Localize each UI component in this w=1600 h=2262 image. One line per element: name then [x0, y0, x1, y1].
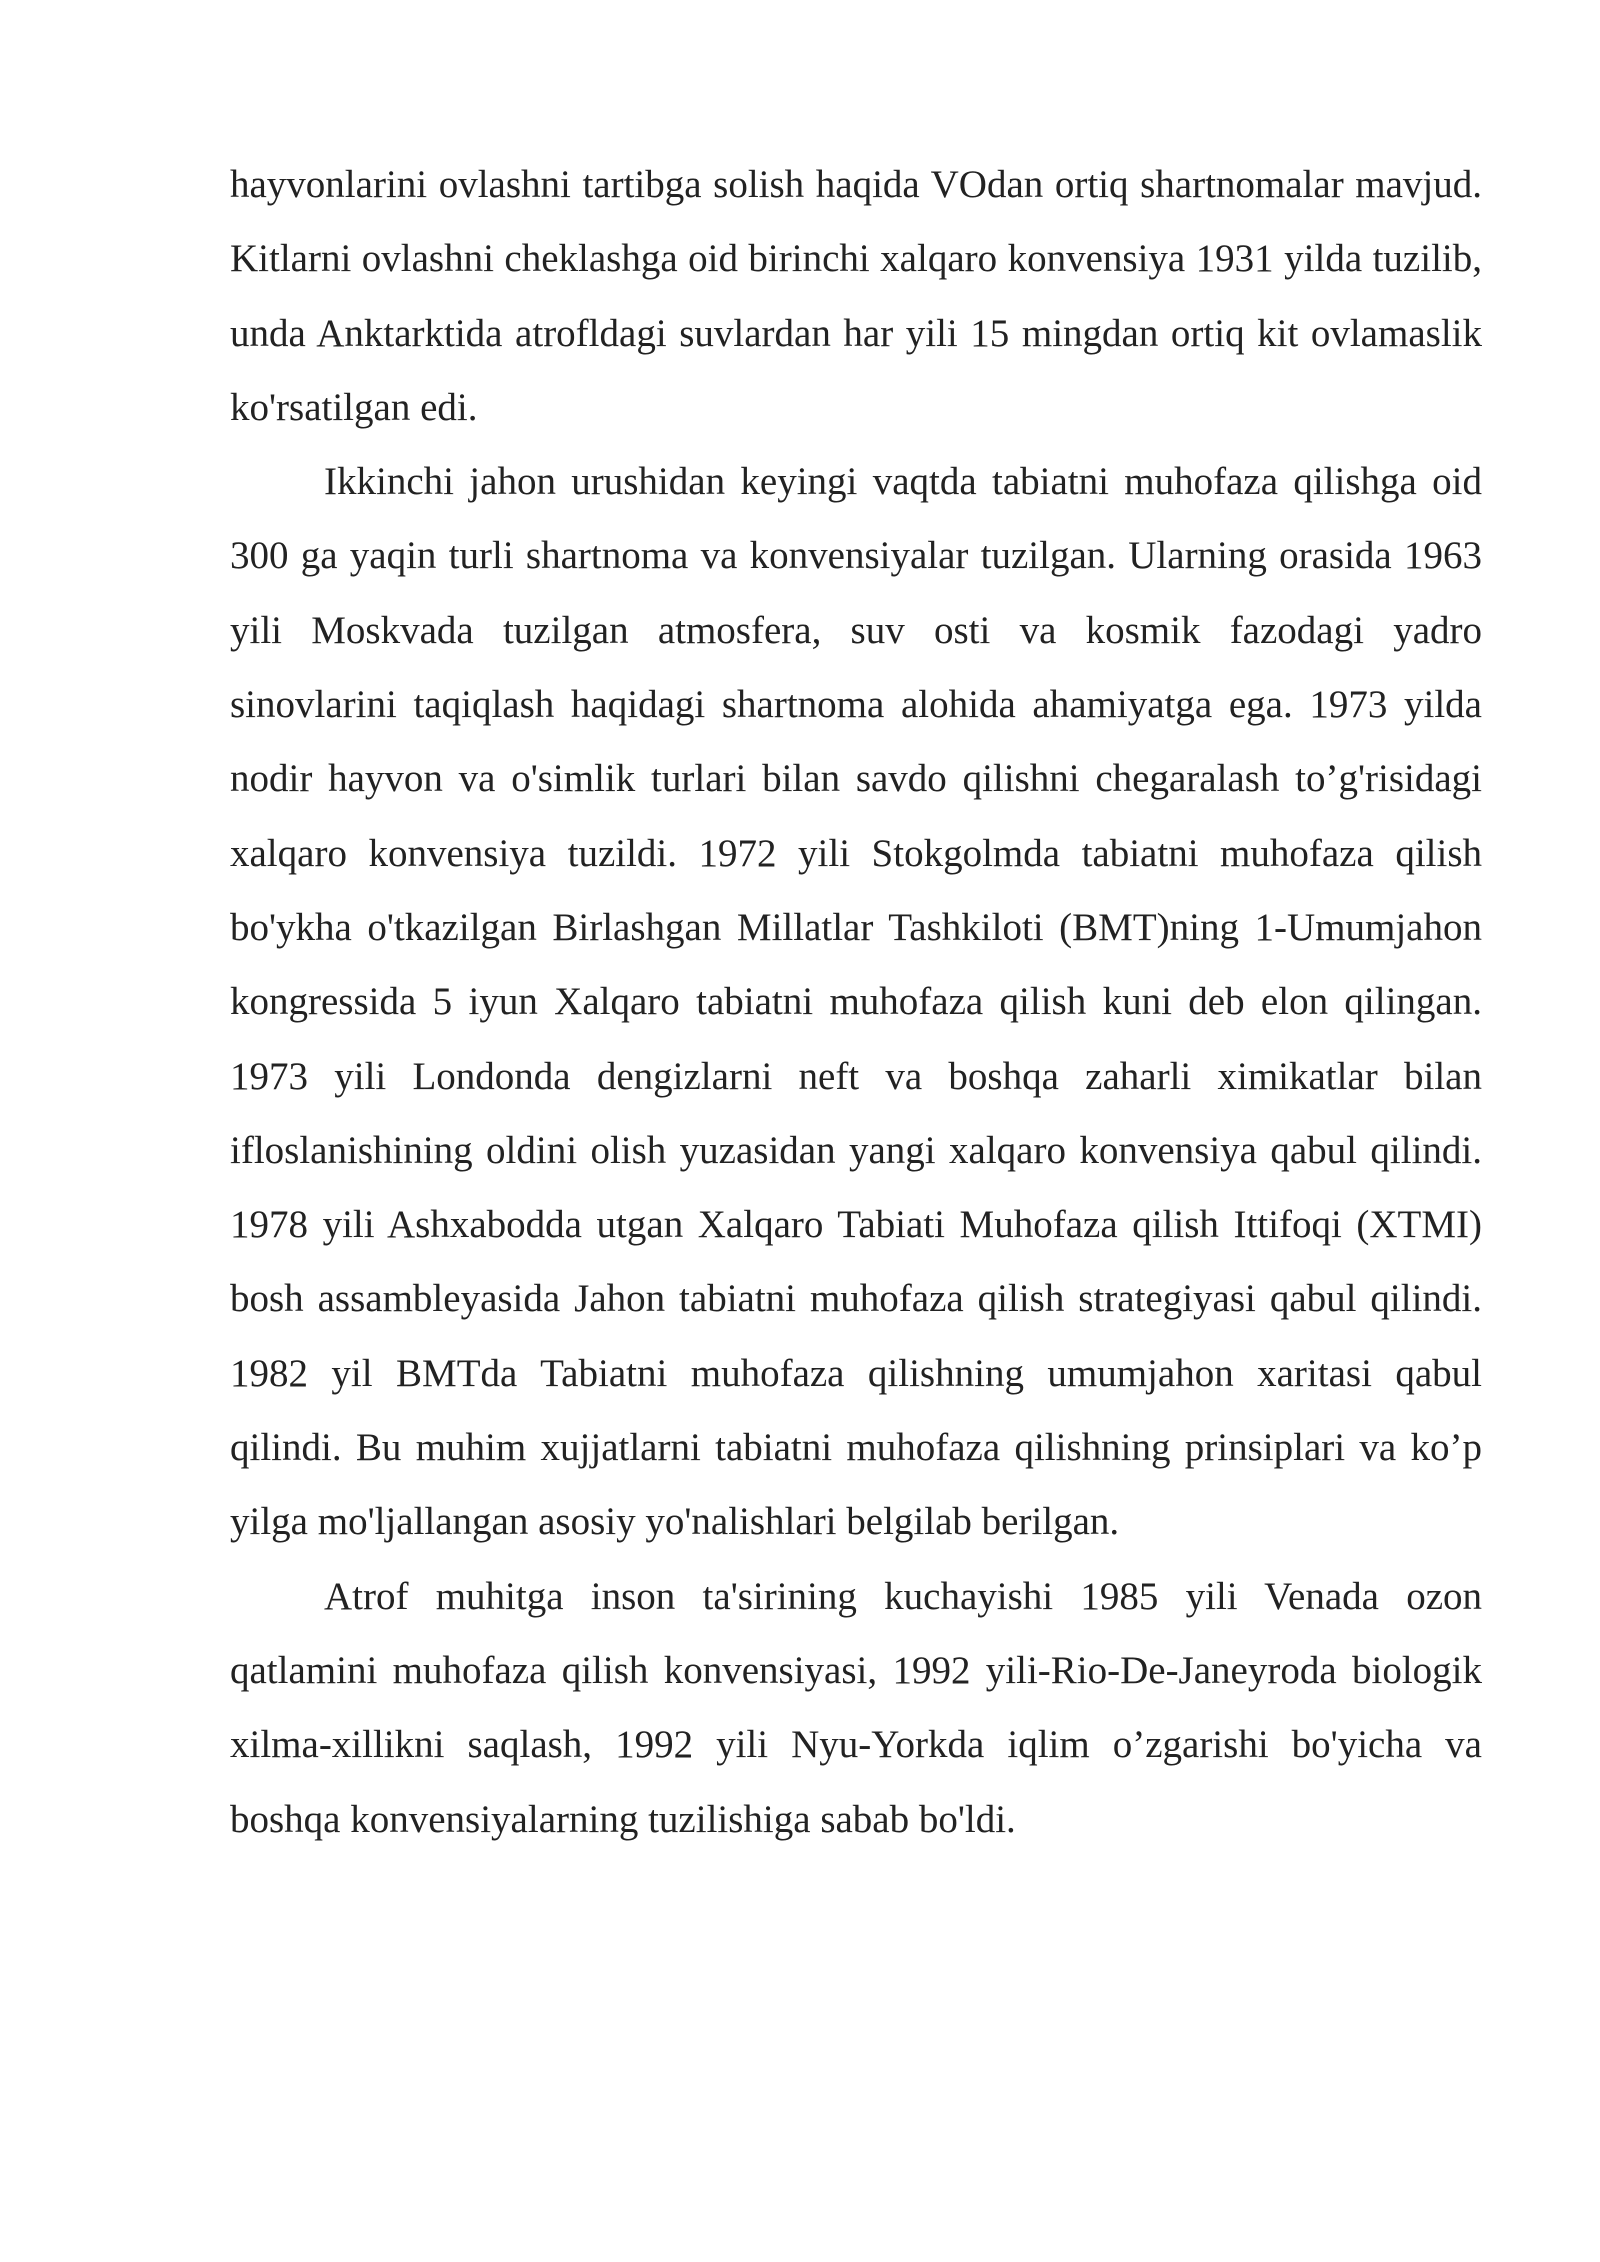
paragraph-3: Atrof muhitga inson ta'sirining kuchayishi 1985 yili Venada ozon qatlamini muhofaza qilish konvensiyasi, 1992 yili-Rio-De-Janeyroda biologik xilma-xillikni saqlash, 1992 yili Nyu-Yorkda iqlim o’zgarishi bo'yicha va boshqa konvensiyalarning tuzilishiga sabab bo'ldi. [230, 1574, 1482, 1841]
document-page [230, 148, 1482, 1857]
paragraph-2: Ikkinchi jahon urushidan keyingi vaqtda tabiatni muhofaza qilishga oid 300 ga yaqin turli shartnoma va konvensiyalar tuzilgan. Ularning orasida 1963 yili Moskvada tuzilgan atmosfera, suv osti va kosmik fazodagi yadro sinovlarini taqiqlash haqidagi shartnoma alohida ahamiyatga ega. 1973 yilda nodir hayvon va o'simlik turlari bilan savdo qilishni chegaralash to’g'risidagi xalqaro konvensiya tuzildi. 1972 yili Stokgolmda tabiatni muhofaza qilish bo'ykha o'tkazilgan Birlashgan Millatlar Tashkiloti (BMT)ning 1-Umumjahon kongressida 5 iyun Xalqaro tabiatni muhofaza qilish kuni deb elon qilingan. 1973 yili Londonda dengizlarni neft va boshqa zaharli ximikatlar bilan ifloslanishining oldini olish yuzasidan yangi xalqaro konvensiya qabul qilindi. 1978 yili Ashxabodda utgan Xalqaro Tabiati Muhofaza qilish Ittifoqi (XTMI) bosh assambleyasida Jahon tabiatni muhofaza qilish strategiyasi qabul qilindi. 1982 yil BMTda Tabiatni muhofaza qilishning umumjahon xaritasi qabul qilindi. Bu muhim xujjatlarni tabiatni muhofaza qilishning prinsiplari va ko’p yilga mo'ljallangan asosiy yo'nalishlari belgilab berilgan. [230, 460, 1482, 1544]
paragraph-1: hayvonlarini ovlashni tartibga solish haqida VOdan ortiq shartnomalar mavjud. Kitlarni ovlashni cheklashga oid birinchi xalqaro konvensiya 1931 yilda tuzilib, unda Anktarktida atrofldagi suvlardan har yili 15 mingdan ortiq kit ovlamaslik ko'rsatilgan edi. [230, 163, 1482, 429]
